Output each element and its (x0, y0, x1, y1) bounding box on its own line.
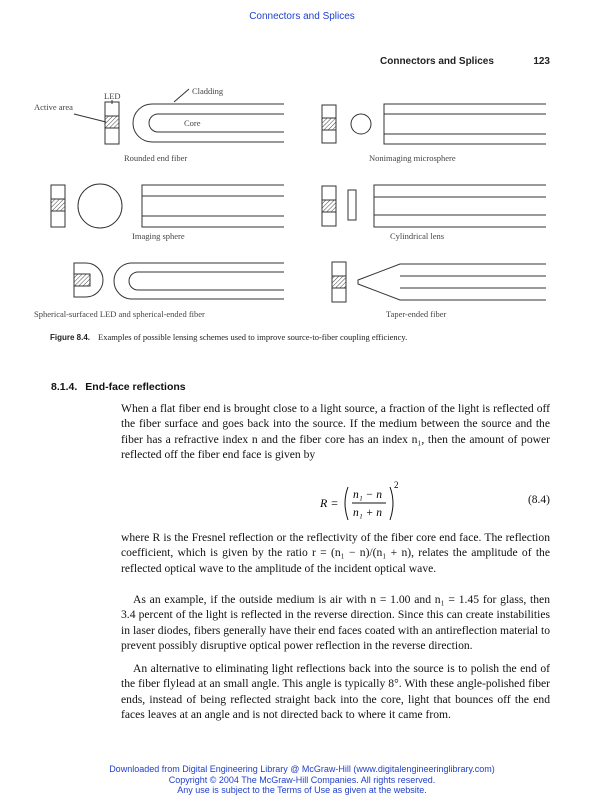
equation-8-4 (320, 480, 550, 526)
fresnel-equation (320, 480, 440, 526)
active-area-label: Active area (34, 102, 73, 112)
footer-copyright: Copyright © 2004 The McGraw-Hill Companies. All rights reserved. (168, 774, 436, 785)
left-paren (345, 487, 348, 520)
page-footer (0, 764, 604, 796)
running-title: Connectors and Splices (380, 56, 494, 67)
top-chapter-link[interactable]: Connectors and Splices (249, 11, 355, 22)
body-paragraph: When a flat fiber end is brought close to a light source, a fraction of the light is reflected off the fiber surface and goes back into the source. If the medium between the source and the fiber has a refractive index n and the fiber core has an index n₁, then the amount of power reflected off the fiber end face is given by (121, 402, 550, 461)
spherical-led-diagram (74, 263, 284, 299)
body-paragraph-1-block (121, 401, 550, 462)
running-header (380, 56, 550, 67)
spherical-led-label: Spherical-surfaced LED and spherical-ended fiber (34, 309, 205, 319)
equation-lhs: R = (320, 496, 339, 510)
figure-caption-label: Figure 8.4. (50, 333, 91, 342)
footer-download-link[interactable]: Downloaded from Digital Engineering Library @ McGraw-Hill (www.digitalengineeringlibrary.com) (109, 764, 495, 774)
right-paren (390, 487, 393, 520)
body-paragraph-2-block (121, 530, 550, 576)
cylindrical-lens-label: Cylindrical lens (390, 231, 445, 241)
taper-ended-fiber-diagram (332, 262, 546, 302)
body-paragraph-3-block (121, 592, 550, 653)
body-paragraph-4-block (121, 661, 550, 722)
section-title: End-face reflections (85, 381, 186, 393)
equation-denominator: n₁ + n (353, 507, 383, 519)
page-number: 123 (533, 56, 550, 67)
footer-terms-link[interactable]: Any use is subject to the Terms of Use as given at the website. (177, 785, 427, 795)
cladding-label: Cladding (192, 86, 224, 96)
body-paragraph: As an example, if the outside medium is air with n = 1.00 and n₁ = 1.45 for glass, then 3.4 percent of the light is reflected in the reverse direction. Since this can create instabilities in laser diodes, fibers generally have their end faces coated with an antireflection material to prevent possibly disruptive optical power reflection in the reverse direction. (121, 593, 550, 652)
equation-number: (8.4) (527, 494, 550, 506)
nonimaging-microsphere-label: Nonimaging microsphere (369, 153, 456, 163)
led-label: LED (104, 91, 121, 101)
equation-exponent: 2 (394, 480, 399, 490)
section-number: 8.1.4. (51, 381, 78, 393)
imaging-sphere-label: Imaging sphere (132, 231, 185, 241)
figure-caption-text: Examples of possible lensing schemes used to improve source-to-fiber coupling efficiency. (98, 332, 408, 342)
body-paragraph: where R is the Fresnel reflection or the reflectivity of the fiber core end face. The reflection coefficient, which is given by the ratio r = (n₁ − n)/(n₁ + n), relates the amplitude of the reflected optical wave to the amplitude of the incident optical wave. (121, 531, 550, 575)
nonimaging-microsphere-diagram (322, 104, 546, 144)
section-heading (51, 381, 186, 393)
taper-ended-fiber-label: Taper-ended fiber (386, 309, 447, 319)
lensing-schemes-figure (34, 80, 574, 320)
cylindrical-lens-diagram (322, 185, 546, 227)
core-label: Core (184, 118, 201, 128)
equation-numerator: n₁ − n (353, 489, 383, 501)
imaging-sphere-diagram (51, 184, 284, 228)
figure-caption (50, 332, 570, 342)
rounded-end-fiber-label: Rounded end fiber (124, 153, 188, 163)
body-paragraph: An alternative to eliminating light reflections back into the source is to polish the end of the fiber flylead at an small angle. This angle is typically 8°. With these angle-polished fiber ends, instead of being reflected straight back into the core, light that bounces off the end faces leaves at an angle and is not directed back to where it came from. (121, 662, 550, 721)
